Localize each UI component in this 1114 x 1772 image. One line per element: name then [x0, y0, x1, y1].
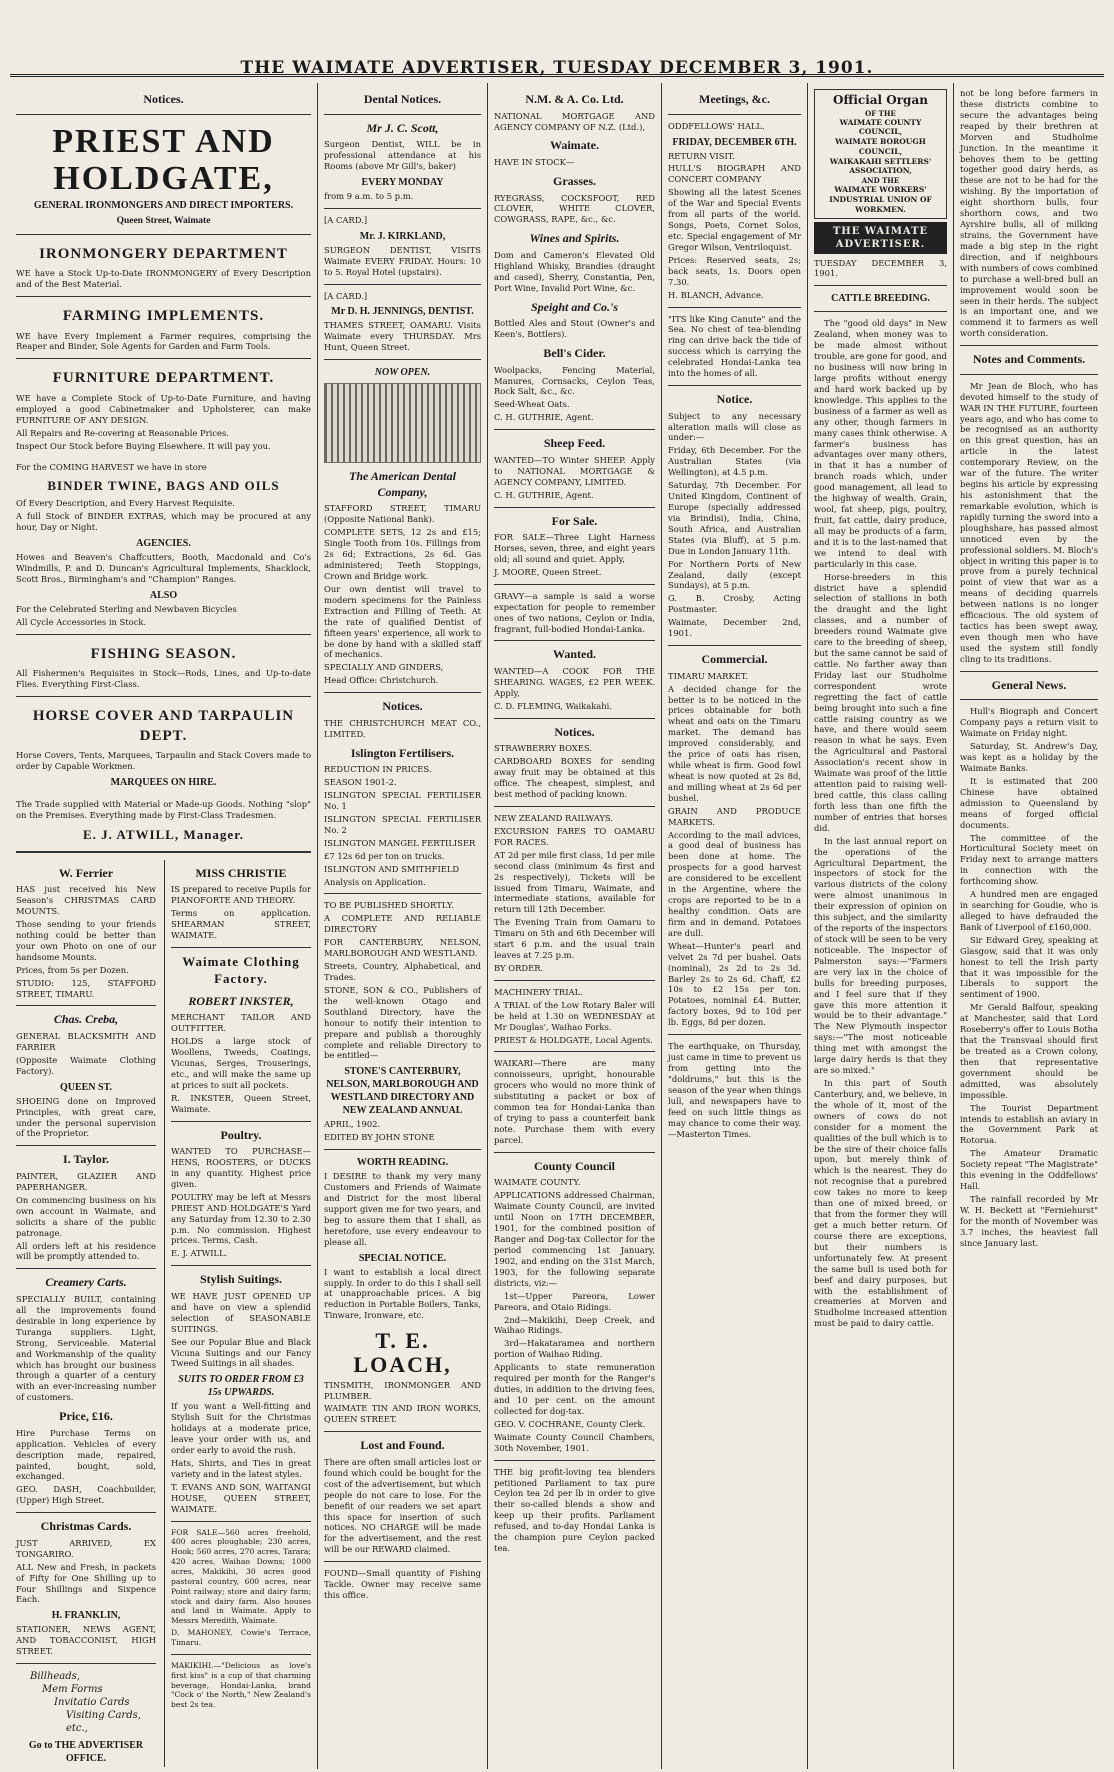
christie-text: IS prepared to receive Pupils for PIANOFORTE AND THEORY.: [171, 884, 311, 906]
divider: [668, 1034, 801, 1035]
hall-text: RETURN VISIT.: [668, 150, 735, 161]
islington-text: £7 12s 6d per ton on trucks.: [324, 850, 445, 861]
news-item: Mr Gerald Balfour, speaking at Manchester, said that Lord Roseberry's offer to Louis Botha that the Transvaal should first be treated as a Crown colony, then that representative government should be admitted, was absolutely impossible.: [960, 1002, 1098, 1100]
machinery-text: A TRIAL of the Low Rotary Baler will be held at 1.30 on WEDNESDAY at Mr Douglas', Waihao Forks.: [494, 999, 655, 1032]
county-heading: County Council: [533, 1158, 616, 1173]
department-heading: IRONMONGERY DEPARTMENT: [39, 245, 288, 262]
islington-text: ISLINGTON MANGEL FERTILISER: [324, 837, 476, 848]
hall-text: ODDFELLOWS' HALL.: [668, 120, 765, 131]
organ-item: WAIMATE COUNTY COUNCIL,: [839, 117, 922, 137]
makikihi-text: MAKIKIHI.—"Delicious as love's first kiss" is a cup of that charming beverage, Hondai-Lanka, brand "Cock o' the North," New Zealand's best 2s tea.: [171, 1660, 311, 1710]
franklin-text: STATIONER, NEWS AGENT, AND TOBACCONIST, HIGH STREET.: [16, 1624, 156, 1657]
divider: [16, 114, 311, 115]
news-item: The Tourist Department intends to establish an aviary in the Government Park at Rotorua.: [960, 1102, 1098, 1146]
subcolumn-right: [164, 860, 311, 1768]
grasses-text: RYEGRASS, COCKSFOOT, RED CLOVER, WHITE CLOVER, COWGRASS, RAPE, &c., &c.: [494, 192, 655, 225]
news-item: It is estimated that 200 Chinese have obtained admission to Queensland by means of forged official documents.: [960, 775, 1098, 830]
notice-text: Subject to any necessary alteration mails will close as under:—: [668, 410, 801, 443]
meetings-heading: Meetings, &c.: [699, 92, 770, 106]
mail-item: For Northern Ports of New Zealand, daily (except Sundays), at 5 p.m.: [668, 558, 801, 591]
ferrier-text: Prices, from 5s per Dozen.: [16, 964, 129, 975]
xmas-text: JUST ARRIVED, EX TONGARIRO.: [16, 1537, 156, 1559]
scott-text: Surgeon Dentist, WILL be in professional attendance at his Rooms (above Mr Gill's, baker): [324, 139, 481, 172]
railways-text: The Evening Train from Oamaru to Timaru on 5th and 6th December will start 6 p.m. and the usual train leaves at 7.25 p.m.: [494, 917, 655, 961]
price-text: Hire Purchase Terms on application. Vehicles of every description made, repaired, painted, bought, sold, exchanged.: [16, 1427, 156, 1482]
divider: [16, 634, 311, 635]
divider: [494, 584, 655, 585]
biograph-text: H. BLANCH, Advance.: [668, 289, 764, 300]
creba-text: (Opposite Waimate Clothing Factory).: [16, 1054, 156, 1076]
divider: [16, 851, 311, 853]
district-item: 1st—Upper Pareora, Lower Pareora, and Otaio Ridings.: [494, 1290, 655, 1312]
straw-text: CARDBOARD BOXES for sending away fruit may be obtained at this office. The cheapest, simplest, and best method of packing known.: [494, 756, 655, 800]
news-heading: General News.: [991, 677, 1067, 692]
lost-text: There are often small articles lost or found which could be bought for the cost of the advertisement, but which people do not care to lose. For the benefit of our readers we set apart this space for insertion of such notices. NO CHARGE will be made for the advertisement, and the rest will be our REWARD claimed.: [324, 1456, 481, 1555]
divider: [814, 285, 947, 286]
sheep-text: WANTED—TO Winter SHEEP. Apply to NATIONAL MORTGAGE & AGENCY COMPANY, LIMITED.: [494, 454, 655, 487]
divider: [324, 692, 481, 693]
organ-heading: Official Organ: [833, 93, 928, 107]
fishing-heading: FISHING SEASON.: [90, 645, 237, 662]
card-label: [A CARD.]: [324, 290, 368, 301]
ferrier-text: HAS just received his New Season's CHRISTMAS CARD MOUNTS.: [16, 884, 156, 917]
divider: [171, 1654, 311, 1655]
cider-heading: Bell's Cider.: [543, 346, 606, 361]
jennings-text: THAMES STREET, OAMARU. Visits Waimate every THURSDAY. Mrs Hunt, Queen Street.: [324, 320, 481, 353]
speight-text: Bottled Ales and Stout (Owner's and Keen's, Bottlers).: [494, 318, 655, 340]
divider: [324, 284, 481, 285]
suitings-text: See our Popular Blue and Black Vicuna Suitings and our Fancy Tweed Suitings in all shades.: [171, 1336, 311, 1369]
kirkland-text: SURGEON DENTIST, VISITS Waimate EVERY FRIDAY. Hours: 10 to 5. Royal Hotel (upstairs).: [324, 244, 481, 277]
harvest-text: For the COMING HARVEST we have in store: [16, 461, 207, 472]
special-heading: SPECIAL NOTICE.: [358, 1252, 447, 1264]
cycle-text: All Cycle Accessories in Stock.: [16, 616, 147, 627]
ferrier-heading: W. Ferrier: [58, 865, 114, 880]
biograph-text: Prices: Reserved seats, 2s; back seats, 1s. Doors open 7.30.: [668, 254, 801, 287]
nma-location: Waimate.: [550, 138, 599, 153]
dash-text: GEO. DASH, Coachbuilder, (Upper) High Street.: [16, 1484, 156, 1506]
department-text: Inspect Our Stock before Buying Elsewhere. It will pay you.: [16, 440, 271, 451]
print-list-item: Mem Forms: [42, 1684, 103, 1696]
divider: [324, 1431, 481, 1432]
trade-text: The Trade supplied with Material or Made-up Goods. Nothing "slop" on the Premises. Everything made by First-Class Tradesmen.: [16, 798, 311, 820]
farm-sale-text: D. MAHONEY, Cowie's Terrace, Timaru.: [171, 1628, 311, 1648]
directory-text: Streets, Country, Alphabetical, and Trades.: [324, 961, 481, 982]
now-open-text: NOW OPEN.: [374, 367, 431, 379]
islington-text: ISLINGTON SPECIAL FERTILISER No. 2: [324, 813, 481, 835]
mail-item: Saturday, 7th December. For United Kingdom, Continent of Europe (specially addressed via Brindisi), India, China, South Africa, and Australian States (via Bluff), at 5 p.m. Due in London January 11th.: [668, 480, 801, 556]
notes-heading: Notes and Comments.: [972, 352, 1086, 367]
railways-text: BY ORDER.: [494, 962, 544, 973]
editorial-paragraph: The "good old days" in New Zealand, when money was to be made almost without trouble, are gone for good, and no business will now bring in large profits without energy and hard work backed up by knowledge. This applies to the business of a farmer as well as any other, though farmers in many cases think otherwise. A farmer's business has advantages over many others, in that it has a number of branch roads which, under good management, all lead to the highway of wealth. Grain, wool, fat sheep, pigs, poultry, fruit, fat cattle, dairy produce, all may be products of a farm, and it is to the last-named that we intend to deal with particularly in this case.: [814, 318, 947, 569]
column-heading: Notices.: [143, 92, 184, 106]
christie-heading: MISS CHRISTIE: [195, 865, 287, 880]
editorial-paragraph: Horse-breeders in this district have a splendid selection of stallions in both the draught and the light classes, and a number of breeders round Waimate give care to the breeding of sheep, but the same cannot be said of cattle. No farther away than Friday last our Studholme correspondent wrote regretting the fact of cattle being brought into such a fine cattle raising country as we have, and there would seem reason in what he says. Even the Agricultural and Pastoral Association's recent show in Waimate was proof of the little attention paid to raising well-bred cattle, this class calling forth less than one fifth the number of entries that horses did.: [814, 571, 947, 833]
nma-heading: N.M. & A. Co. Ltd.: [525, 92, 624, 106]
print-list-item: Invitatio Cards: [54, 1697, 130, 1709]
divider: [16, 1005, 156, 1006]
twine-text: Of Every Description, and Every Harvest Requisite.: [16, 498, 235, 509]
jennings-name: Mr D. H. JENNINGS, DENTIST.: [331, 306, 474, 318]
machinery-heading: MACHINERY TRIAL.: [494, 986, 583, 997]
meat-company: THE CHRISTCHURCH MEAT CO., LIMITED.: [324, 717, 481, 739]
divider: [668, 114, 801, 115]
column-editorial: [808, 83, 954, 1769]
organ-item: WAIMATE BOROUGH COUNCIL,: [835, 137, 926, 156]
biograph-text: Showing all the latest Scenes of the War and Special Events from all parts of the world. Songs, Poets, Cornet Solos, etc. Special engagement of Mr Gregor Wilson, Ventriloquist.: [668, 187, 801, 252]
market-text: A decided change for the better is to be noticed in the prices obtainable for both wheat and oats on the Timaru market. The demand has improved considerably, and the price of oats has risen, while wheat is firm. Good fowl wheat is now quoted at 2s 8d, and milling wheat at 2s 6d per bushel.: [668, 683, 801, 803]
loach-name: T. E. LOACH,: [353, 1328, 452, 1378]
scott-text: EVERY MONDAY: [361, 176, 444, 188]
dental-company-text: SPECIALLY AND GINDERS,: [324, 662, 444, 673]
also-text: For the Celebrated Sterling and Newbaven Bicycles: [16, 603, 237, 614]
notices-heading: Notices.: [382, 699, 423, 714]
divider: [960, 345, 1098, 346]
xmas-text: ALL New and Fresh, in packets of Fifty for One Shilling up to Four Shillings and Sixpence Each.: [16, 1561, 156, 1605]
nma-text: HAVE IN STOCK—: [494, 157, 575, 168]
news-item: Sir Edward Grey, speaking at Glasgow, said that it was only honest to tell the Irish party that it was impossible for the Liberals to support the sentiment of 1900.: [960, 934, 1098, 1000]
poultry-text: WANTED TO PURCHASE—HENS, ROOSTERS, or DUCKS in any quantity. Highest price given.: [171, 1146, 311, 1189]
department-text: WE have a Stock Up-to-Date IRONMONGERY of Every Description and of the Best Material.: [16, 268, 311, 290]
cider-text: Woolpacks, Fencing Material, Manures, Cornsacks, Ceylon Teas, Rock Salt, &c., &c.: [494, 364, 655, 397]
divider: [16, 696, 311, 697]
taylor-text: On commencing business on his own account in Waimate, and solicits a share of the public patronage.: [16, 1194, 156, 1238]
divider: [171, 947, 311, 948]
news-item: Hull's Biograph and Concert Company pays a return visit to Waimate on Friday night.: [960, 706, 1098, 739]
biograph-heading: HULL'S BIOGRAPH AND CONCERT COMPANY: [668, 163, 801, 185]
department-text: All Repairs and Re-covering at Reasonable Prices.: [16, 427, 229, 438]
mail-item: Friday, 6th December. For the Australian States (via Wellington), at 4.5 p.m.: [668, 445, 801, 478]
special-text: I want to establish a local direct supply. In order to do this I shall sell at unapproachable prices. A big reduction in Portable Boilers, Tanks, Tinware, Ironware, etc.: [324, 1266, 481, 1321]
sale-text: J. MOORE, Queen Street.: [494, 566, 602, 577]
county-text: WAIMATE COUNTY.: [494, 1177, 581, 1188]
kirkland-name: Mr. J. KIRKLAND,: [359, 230, 446, 242]
organ-item: WAIKAKAHI SETTLERS' ASSOCIATION,: [829, 156, 932, 176]
notices-heading: Notices.: [554, 724, 595, 739]
news-item: The Amateur Dramatic Society repeat "The Magistrate" this evening in the Oddfellows' Hall.: [960, 1148, 1098, 1192]
organ-of: OF THE: [865, 108, 896, 118]
dental-company-name: The American Dental Company,: [349, 469, 456, 499]
price-heading: Price, £16.: [59, 1409, 113, 1424]
column-split: [16, 860, 311, 1768]
organ-item: WAIMATE WORKERS' INDUSTRIAL UNION OF WORKMEN.: [829, 185, 932, 214]
islington-text: ISLINGTON SPECIAL FERTILISER No. 1: [324, 790, 481, 811]
franklin-name: H. FRANKLIN,: [51, 1610, 121, 1622]
manager-name: E. J. ATWILL, Manager.: [82, 826, 245, 842]
divider: [494, 1460, 655, 1461]
machinery-text: PRIEST & HOLDGATE, Local Agents.: [494, 1034, 653, 1045]
taylor-text: All orders left at his residence will be promptly attended to.: [16, 1240, 156, 1262]
department-text: WE have a Complete Stock of Up-to-Date Furniture, and having employed a good Cabinetmaker and Upholsterer, can make FURNITURE OF ANY DESIGN.: [16, 392, 311, 425]
county-text: GEO. V. COCHRANE, County Clerk.: [494, 1418, 646, 1429]
suitings-heading: Stylish Suitings.: [199, 1272, 283, 1287]
divider: [960, 699, 1098, 700]
sheep-heading: Sheep Feed.: [543, 436, 606, 451]
columns: [10, 83, 1104, 1769]
fishing-text: All Fishermen's Requisites in Stock—Rods, Lines, and Up-to-date Flies. Everything First-Class.: [16, 668, 311, 690]
dental-company-text: Our own dentist will travel to modern specimens for the Painless Extraction and Filling of Teeth. At the rate of qualified Dentist of fifteen years' experience, all work to be done by hand with a skilled staff of mechanics.: [324, 583, 481, 660]
editorial-dateline: TUESDAY DECEMBER 3, 1901.: [814, 257, 947, 279]
evans-text: T. EVANS AND SON, WAITANGI HOUSE, QUEEN STREET, WAIMATE.: [171, 1481, 311, 1514]
wanted-text: C. D. FLEMING, Waikakahi.: [494, 700, 613, 711]
firm-subtitle: GENERAL IRONMONGERS AND DIRECT IMPORTERS.: [33, 200, 294, 212]
notice-heading: Notice.: [716, 392, 753, 407]
news-item: The rainfall recorded by Mr W. H. Beckett at "Ferniehurst" for the month of November was 3.7 inches, the heaviest fall since January last.: [960, 1194, 1098, 1248]
department-heading: FARMING IMPLEMENTS.: [62, 308, 265, 325]
print-list-item: Visiting Cards, etc.,: [66, 1710, 141, 1735]
divider: [324, 208, 481, 209]
divider: [16, 234, 311, 235]
district-item: 2nd—Makikihi, Deep Creek, and Waihao Ridings.: [494, 1314, 655, 1336]
subcolumn-left: [16, 860, 156, 1768]
railways-text: AT 2d per mile first class, 1d per mile second class (minimum 4s first and 2s respectively), Tickets will be issued from Timaru, Waimate, and intermediate stations, available for return till 12th December.: [494, 849, 655, 915]
sale-heading: For Sale.: [551, 513, 598, 528]
carts-text: SPECIALLY BUILT, containing all the improvements found desirable in long experience by Turanga suppliers. Light, Strong, Serviceable. Material and Workmanship of the quality which has brought our business through a quarter of a century with an ever-increasing number of customers.: [16, 1293, 156, 1403]
creba-text: QUEEN ST.: [59, 1081, 113, 1093]
divider: [324, 893, 481, 894]
divider: [668, 645, 801, 646]
organ-item: AND THE: [861, 176, 900, 186]
divider: [494, 718, 655, 719]
directory-text: FOR CANTERBURY, NELSON, MARLBOROUGH AND WESTLAND.: [324, 937, 481, 959]
scott-text: from 9 a.m. to 5 p.m.: [324, 190, 414, 201]
paper-banner: THE WAIMATE ADVERTISER.: [814, 222, 947, 254]
divider: [494, 429, 655, 430]
wanted-text: WANTED—A COOK FOR THE SHEARING. WAGES, £2 PER WEEK. Apply,: [494, 666, 655, 698]
divider: [494, 1051, 655, 1052]
inkster-text: MERCHANT TAILOR AND OUTFITTER.: [171, 1012, 311, 1034]
divider: [16, 296, 311, 297]
poultry-heading: Poultry.: [220, 1127, 262, 1142]
grain-text: Wheat—Hunter's pearl and velvet 2s 7d per bushel. Oats (nominal), 2s 2d to 2s 3d. Barley 2s to 2s 6d. Chaff, £2 10s to £2 15s per ton. Potatoes, nominal £4. Butter, factory boxes, 9d to 10d per lb. Eggs, 8d per dozen.: [668, 940, 801, 1028]
loach-text: WAIMATE TIN AND IRON WORKS, QUEEN STREET.: [324, 1403, 481, 1425]
editorial-paragraph: In this part of South Canterbury, and, we believe, in the whole of it, most of the owners of cows do not consider for a moment the qualities of the bull which is to be the sire of their choice falls upon, but merely think of which is the nearest. They do not recognise that a purebred cow takes no more to keep than one of mixed breed, or that from the former they will get a much better return. Of course there are exceptions, but their numbers is unfortunately few. At present the same bull is used both for beef and dairy purposes, but with the establishment of creameries at Morven and Studholme increased attention must be paid to dairy cattle.: [814, 1077, 947, 1329]
postmaster-date: Waimate, December 2nd, 1901.: [668, 617, 801, 639]
railways-text: EXCURSION FARES TO OAMARU FOR RACES.: [494, 825, 655, 847]
factory-heading: Waimate Clothing Factory.: [182, 953, 300, 986]
inkster-heading: ROBERT INKSTER,: [188, 993, 294, 1008]
suits-heading: SUITS TO ORDER FROM £3 15s UPWARDS.: [178, 1374, 304, 1399]
column-notices: [10, 83, 318, 1769]
marquees-text: MARQUEES ON HIRE.: [110, 776, 217, 788]
poultry-text: POULTRY may be left at Messrs PRIEST AND HOLDGATE'S Yard any Saturday from 12.30 to 2.30 p.m. No commission. Highest prices. Terms, Cash.: [171, 1191, 311, 1246]
islington-text: REDUCTION IN PRICES.: [324, 764, 432, 775]
column-heading: Dental Notices.: [363, 92, 442, 106]
firm-address: Queen Street, Waimate: [116, 216, 211, 227]
divider: [16, 1512, 156, 1513]
dental-company-text: STAFFORD STREET, TIMARU (Opposite National Bank).: [324, 503, 481, 525]
horse-text: Horse Covers, Tents, Marquees, Tarpaulin and Stack Covers made to order by Capable Workmen.: [16, 750, 311, 771]
agencies-heading: AGENCIES.: [136, 538, 191, 550]
hall-date: FRIDAY, DECEMBER 6TH.: [672, 136, 797, 148]
canute-text: "ITS like King Canute" and the Sea. No chest of tea-blending ring can drive back the tide of success which is carrying the celebrated Hondai-Lanka tea into the homes of all.: [668, 313, 801, 379]
county-text: Waimate County Council Chambers, 30th November, 1901.: [494, 1431, 655, 1453]
islington-text: SEASON 1901-2.: [324, 777, 397, 788]
grain-heading: GRAIN AND PRODUCE MARKETS.: [668, 805, 801, 827]
print-list-item: Billheads,: [30, 1671, 80, 1683]
grain-text: According to the mail advices, a good deal of business has been done at home. The prospects for a good harvest are considered to be excellent in the Argentine, where the crops are reported to be in a healthy condition. Oats are firm and in demand. Potatoes are dull.: [668, 829, 801, 938]
railways-heading: NEW ZEALAND RAILWAYS.: [494, 812, 614, 823]
directory-text: EDITED BY JOHN STONE: [324, 1132, 435, 1143]
creba-text: SHOEING done on Improved Principles, with great care, under the personal supervision of the Proprietor.: [16, 1095, 156, 1139]
firm-name: PRIEST AND HOLDGATE,: [52, 122, 275, 197]
column-meetings: [662, 83, 808, 1769]
commercial-heading: Commercial.: [701, 652, 768, 667]
editorial-paragraph: In the last annual report on the operations of the Agricultural Department, the inspectors of stock for the various districts of the colony were almost unanimous in their expression of opinion on this subject, and the similarity of the reports of the inspectors of stock will be seen to be very noticeable. The inspector of Palmerston says:—"Farmers are very lax in the choice of bulls for breeding purposes, and I feel sure that if they gave this more attention it would be to their advantage." The New Plymouth inspector says:—"The most noticeable thing met with amongst the large dairy herds is that they are so mixed.": [814, 835, 947, 1076]
masthead: THE WAIMATE ADVERTISER, TUESDAY DECEMBER 3, 1901.: [240, 58, 874, 78]
divider: [494, 980, 655, 981]
taylor-heading: I. Taylor.: [63, 1152, 109, 1167]
lost-heading: Lost and Found.: [360, 1438, 445, 1453]
nma-text: NATIONAL MORTGAGE AND AGENCY COMPANY OF N.Z. (Ltd.),: [494, 110, 655, 132]
county-text: Applicants to state remuneration required per month for the Ranger's duties, in addition to the driving fees, and 10 per cent. on the amount collected for dog-tax.: [494, 1362, 655, 1416]
news-item: A hundred men are engaged in searching for Goudie, who is alleged to have defrauded the Bank of Liverpool of £160,000.: [960, 889, 1098, 932]
divider: [960, 671, 1098, 672]
worth-heading: WORTH READING.: [356, 1157, 449, 1169]
divider: [16, 1663, 156, 1664]
islington-heading: Islington Fertilisers.: [350, 745, 455, 760]
divider: [171, 1521, 311, 1522]
divider: [324, 1149, 481, 1150]
goto-text: Go to THE ADVERTISER OFFICE.: [28, 1740, 144, 1765]
news-item: Saturday, St. Andrew's Day, was kept as a holiday by the Waimate Banks.: [960, 741, 1098, 773]
directory-text: A COMPLETE AND RELIABLE DIRECTORY: [324, 913, 481, 935]
xmas-heading: Christmas Cards.: [40, 1519, 132, 1534]
twine-heading: BINDER TWINE, BAGS AND OILS: [47, 478, 280, 494]
divider: [494, 806, 655, 807]
worth-text: I DESIRE to thank my very many Customers and Friends of Waimate and District for the most liberal support given me for two years, and beg to assure them that I shall, as heretofore, use every endeavour to please all.: [324, 1171, 481, 1247]
divider: [814, 311, 947, 312]
directory-text: TO BE PUBLISHED SHORTLY.: [324, 900, 454, 911]
editorial-continued: not be long before farmers in these districts combine to secure the advantages being reaped by their brethren at Morven and Studholme Junction. In the meantime it behoves them to be getting together good dairy herds, as these are not to be had for the wishing. By the importation of eight shorthorn bulls, four shorthorn cows, and two Ayrshire bulls, all of milking strains, the Government have made a big step in the right direction, and if neighbours with numbers of cows combined to purchase a well-bred bull an improvement would soon be seen in their herds. The subject is an important one, and we commend it to farmers as well worth consideration.: [960, 88, 1098, 339]
divider: [324, 1561, 481, 1562]
tea-text: GRAVY—a sample is said a worse expectation for people to remember ones of two nations, Ceylon or India, fragrant, full-bodied Hondai-Lanka.: [494, 590, 655, 634]
poultry-text: E. J. ATWILL.: [171, 1248, 228, 1259]
found-text: FOUND—Small quantity of Fishing Tackle. Owner may receive same this office.: [324, 1568, 481, 1601]
islington-text: Analysis on Application.: [324, 876, 426, 887]
straw-heading: STRAWBERRY BOXES.: [494, 743, 592, 754]
agencies-text: Howes and Beaven's Chaffcutters, Booth, Macdonald and Co's Windmills, P. and D. Duncan's Agricultural Implements, Shacklock, Scott Bros., Birmingham's and "Champion" Ranges.: [16, 552, 311, 584]
divider: [16, 358, 311, 359]
divider: [494, 640, 655, 641]
divider: [668, 307, 801, 308]
directory-text: STONE, SON & CO., Publishers of the well-known Otago and Southland Directory, have the honour to notify their intention to prepare and publish a thoroughly complete and reliable Directory to be entitled—: [324, 984, 481, 1061]
suitings-text: WE HAVE JUST OPENED UP and have on view a splendid selection of SEASONABLE SUITINGS.: [171, 1290, 311, 1334]
farm-sale-text: FOR SALE—560 acres freehold, 400 acres ploughable; 230 acres, Hook; 560 acres, 270 acres, Tarara; 420 acres, Waihao Downs; 1000 acres, Makikihi, 30 acres good pastoral country, 600 acres, near Point railway; store and dairy farm; stock and dairy farm. Also houses and land in Waimate. Apply to Messrs Meredith, Waimate.: [171, 1527, 311, 1626]
column-nma: [488, 83, 662, 1769]
column-news: [954, 83, 1104, 1769]
postmaster: G. B. Crosby, Acting Postmaster.: [668, 593, 801, 615]
quake-text: The earthquake, on Thursday, just came in time to prevent us from getting into the "doldrums," but this is the season of the year when things lull, and newspapers have to feed on such little things as may chance to come their way.—Masterton Times.: [668, 1041, 801, 1139]
official-organ-box: [814, 89, 947, 219]
department-heading: FURNITURE DEPARTMENT.: [52, 370, 275, 387]
divider: [494, 1152, 655, 1153]
agent-name: C. H. GUTHRIE, Agent.: [494, 412, 594, 423]
divider: [16, 1145, 156, 1146]
editorial-heading: CATTLE BREEDING.: [831, 293, 930, 305]
district-item: 3rd—Hakataramea and northern portion of Waihao Riding.: [494, 1338, 655, 1360]
grasses-heading: Grasses.: [553, 173, 596, 188]
speight-heading: Speight and Co.'s: [530, 299, 619, 314]
also-heading: ALSO: [149, 589, 178, 601]
islington-text: ISLINGTON AND SMITHFIELD: [324, 863, 460, 874]
waikari-text: WAIKARI—There are many connoisseurs, upright, honourable grocers who would no more think of substituting a packet or box of common tea for Hondai-Lanka than of trying to pass a counterfeit bank note. Purchase them with every parcel.: [494, 1058, 655, 1145]
divider: [324, 114, 481, 115]
dental-building-illustration: [324, 383, 481, 463]
sale-text: FOR SALE—Three Light Harness Horses, seven, three, and eight years old; all sound and quiet. Apply,: [494, 532, 655, 564]
divider: [171, 1121, 311, 1122]
notes-paragraph: Mr Jean de Bloch, who has devoted himself to the study of WAR IN THE FUTURE, fourteen years ago, and who has come to be recognised as an authority on this great question, has an article in the latest contemporary Review, on the war of the future. The writer begins his article by expressing his astonishment that the remarkable evolution, which is rapidly turning the sword into a ploughshare, has passed almost unnoticed even by the professional soldiers. M. Bloch's object in writing this paper is to prove from a purely technical point of view that war as a means of deciding quarrels between nations is no longer efficacious. The old system of tactics has been swept away, even though men who have used the system still fondly cling to its traditions.: [960, 380, 1098, 664]
divider: [171, 1265, 311, 1266]
divider: [960, 374, 1098, 375]
wines-heading: Wines and Spirits.: [529, 231, 620, 246]
inkster-text: HOLDS a large stock of Woollens, Tweeds, Coatings, Vicunas, Serges, Trouserings, etc., and will make the same up at prices to suit all pockets.: [171, 1036, 311, 1090]
wanted-heading: Wanted.: [552, 647, 596, 662]
inkster-text: R. INKSTER, Queen Street, Waimate.: [171, 1092, 311, 1114]
divider: [668, 385, 801, 386]
news-item: The committee of the Horticultural Society meet on Friday next to arrange matters in connection with the forthcoming show.: [960, 832, 1098, 887]
suitings-text: Hats, Shirts, and Ties in great variety and in the latest styles.: [171, 1457, 311, 1479]
agent-name: C. H. GUTHRIE, Agent.: [494, 489, 594, 500]
wines-text: Dom and Cameron's Elevated Old Highland Whisky, Brandies (draught and cased), Sherry, Constantia, Pen, Port Wine, Invalid Port Wine, &c.: [494, 249, 655, 293]
directory-title: STONE'S CANTERBURY, NELSON, MARLBOROUGH AND WESTLAND DIRECTORY AND NEW ZEALAND ANNUAL: [326, 1066, 479, 1117]
divider: [16, 1268, 156, 1269]
tea-text: THE big profit-loving tea blenders petitioned Parliament to tax pure Ceylon tea 2d per lb in order to give their so-called blends a show and keep up their profits. Parliament refused, and to-day Hondai Lanka is the champion pure Ceylon packed tea.: [494, 1466, 655, 1554]
ferrier-text: Those sending to your friends nothing could be better than your own Photo on one of our handsome Mounts.: [16, 918, 156, 962]
carts-heading: Creamery Carts.: [45, 1275, 127, 1290]
suitings-text: If you want a Well-fitting and Stylish Suit for the Christmas holidays at a moderate price, leave your order with us, and order early to avoid the rush.: [171, 1401, 311, 1456]
directory-text: APRIL, 1902.: [324, 1119, 381, 1130]
dental-company-text: COMPLETE SETS, 12 2s and £15; Single Tooth from 10s. Fillings from 2s 6d; Extractions, 2s 6d. Gas administered; Teeth Stoppings, Crown and Bridge work.: [324, 527, 481, 581]
dental-company-text: Head Office: Christchurch.: [324, 675, 439, 686]
creba-text: GENERAL BLACKSMITH AND FARRIER: [16, 1031, 156, 1052]
market-heading: TIMARU MARKET.: [668, 670, 748, 681]
county-text: APPLICATIONS addressed Chairman, Waimate County Council, are invited until Noon on 17TH DECEMBER, 1901, for the combined position of Ranger and Dog-tax Collector for the period commencing 1st January, 1902, and ending on the 31st March, 1903, for the following separate districts, viz:—: [494, 1190, 655, 1288]
seed-text: Seed-Wheat Oats.: [494, 399, 570, 410]
taylor-text: PAINTER, GLAZIER AND PAPERHANGER.: [16, 1171, 156, 1192]
card-label: [A CARD.]: [324, 214, 368, 225]
horse-heading: HORSE COVER AND TARPAULIN DEPT.: [32, 708, 295, 744]
extras-text: A full Stock of BINDER EXTRAS, which may be procured at any hour, Day or Night.: [16, 511, 311, 533]
column-dental: [318, 83, 488, 1769]
divider: [494, 507, 655, 508]
creba-heading: Chas. Creba,: [53, 1012, 119, 1027]
loach-text: TINSMITH, IRONMONGER AND PLUMBER.: [324, 1379, 481, 1401]
department-text: WE have Every Implement a Farmer requires, comprising the Reaper and Binder, Sole Agents for Garden and Farm Tools.: [16, 330, 311, 352]
scott-name: Mr J. C. Scott,: [366, 120, 439, 135]
divider: [324, 359, 481, 360]
ferrier-text: STUDIO: 125, STAFFORD STREET, TIMARU.: [16, 977, 156, 999]
christie-text: Terms on application. SHEARMAN STREET, WAIMATE.: [171, 908, 311, 940]
